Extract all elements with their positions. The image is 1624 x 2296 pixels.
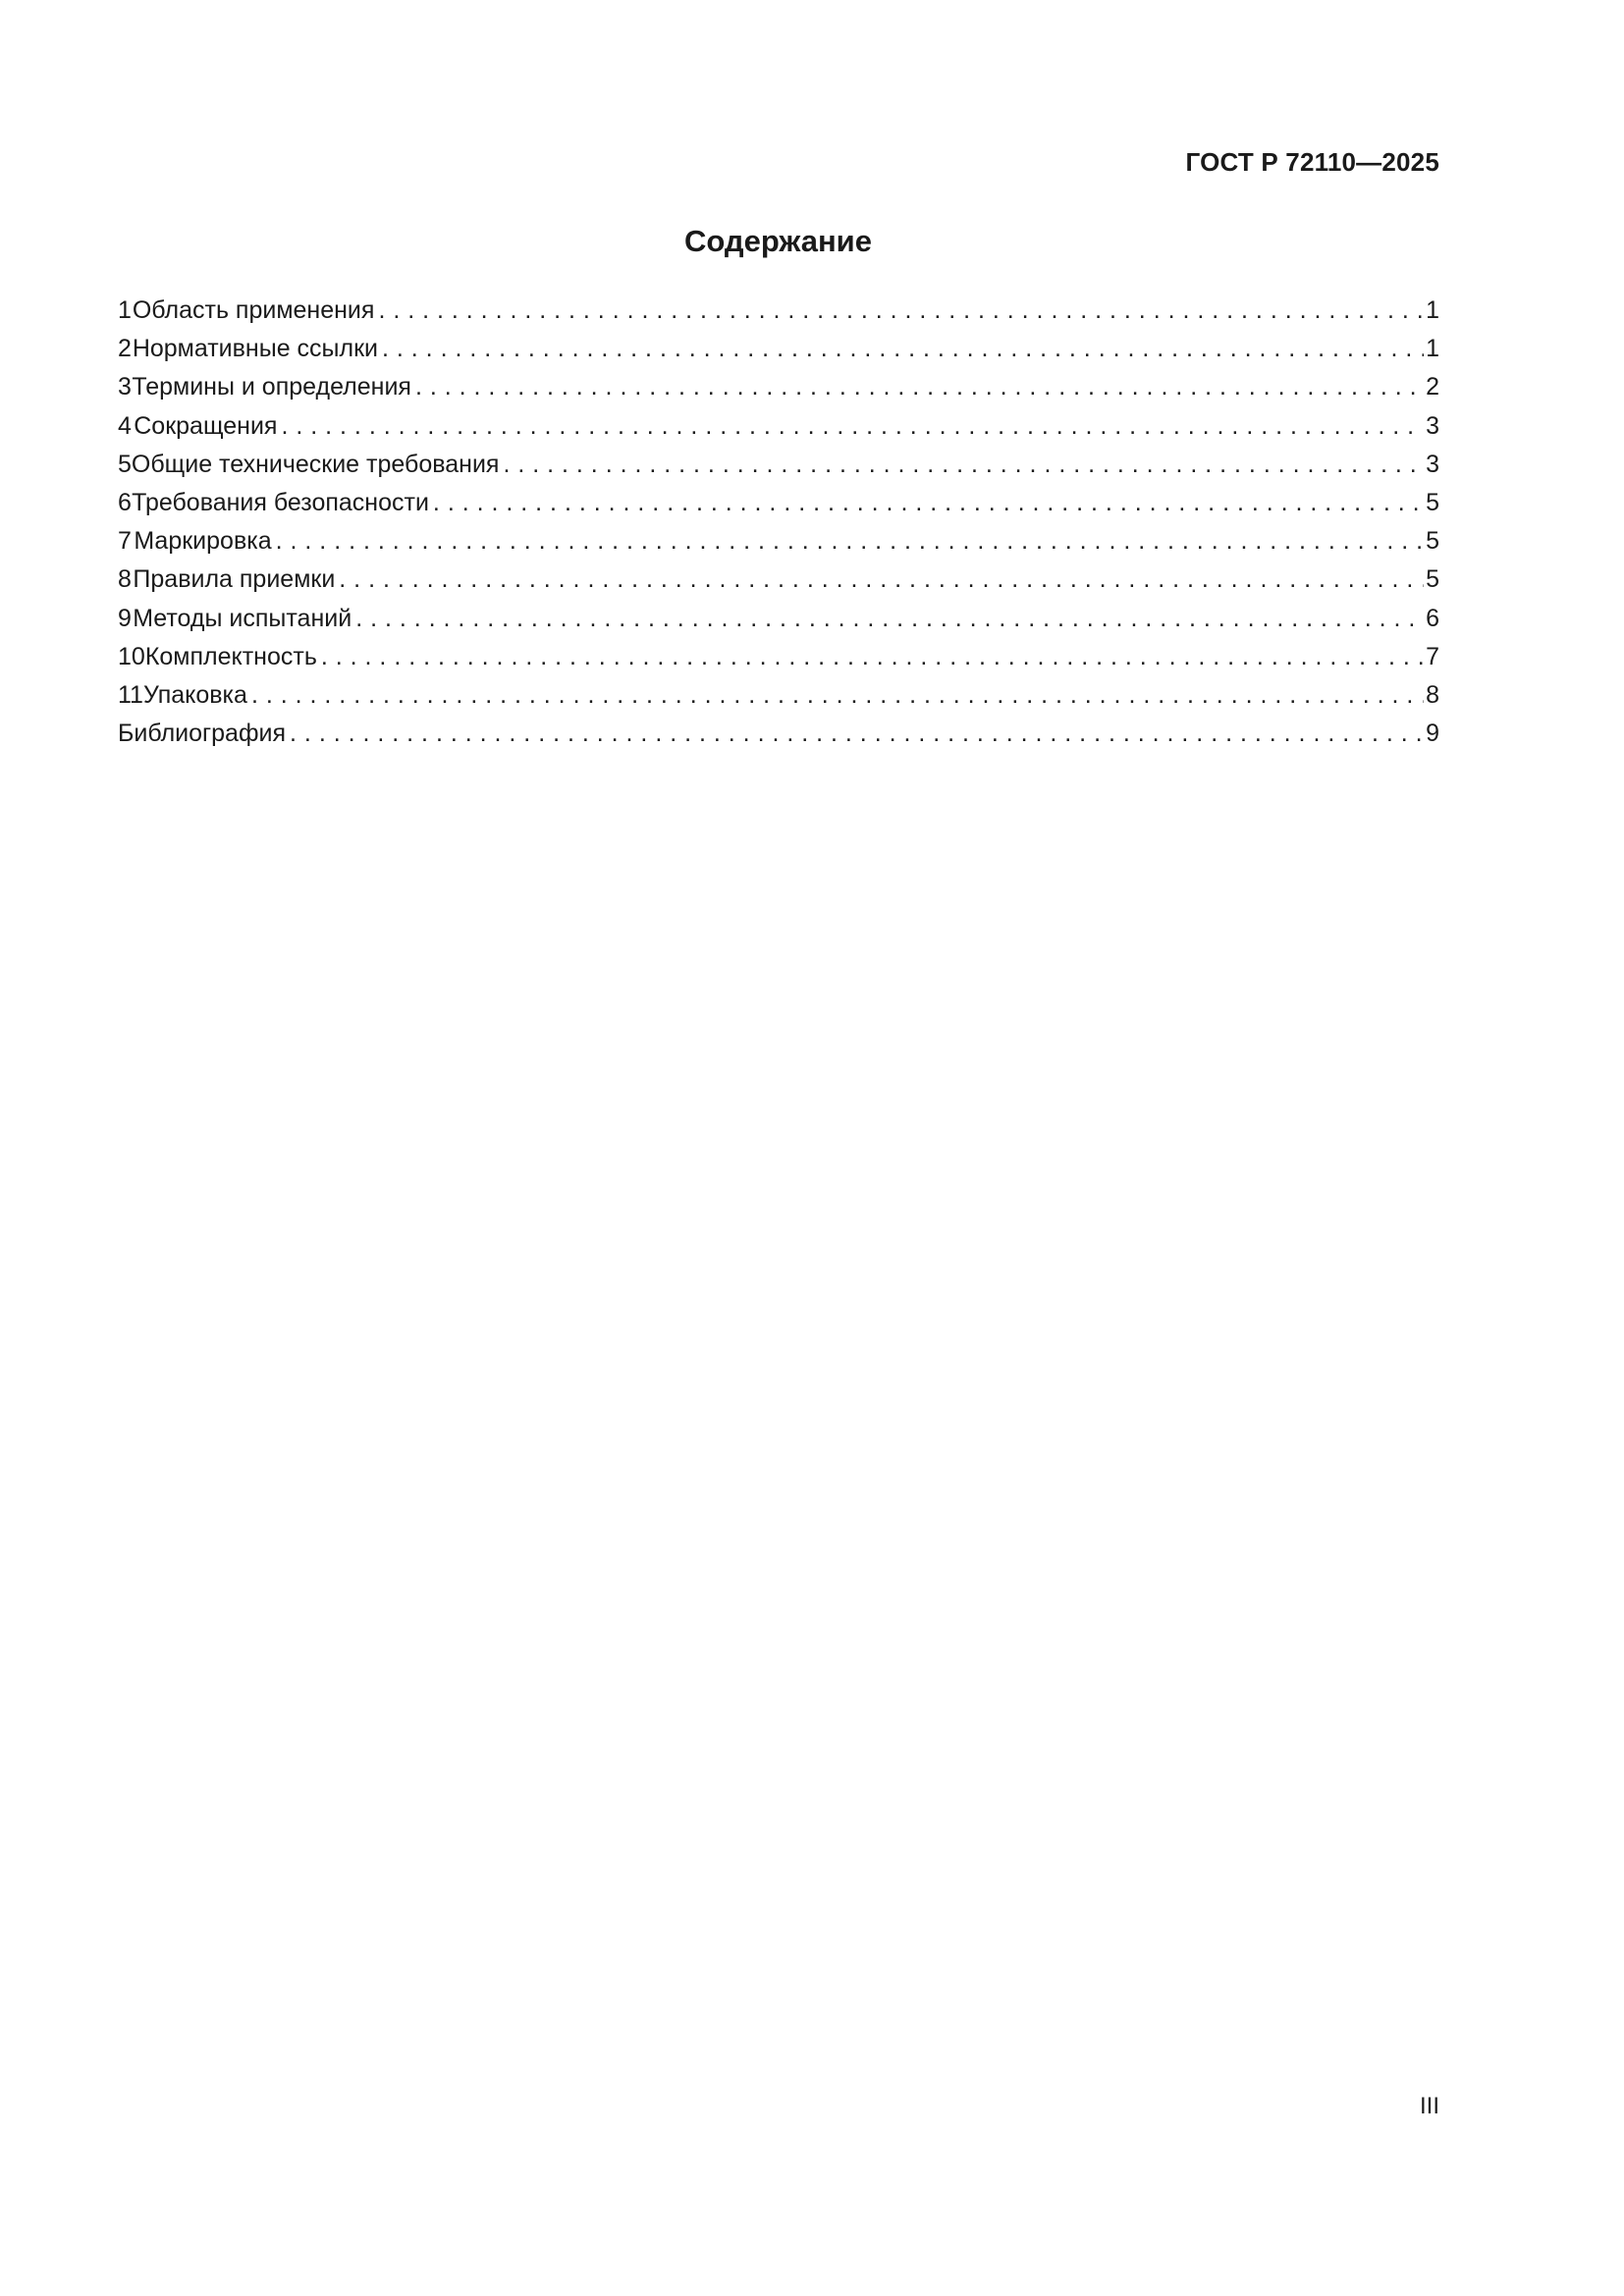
- toc-title: Содержание: [684, 224, 872, 258]
- toc-entry-label: Общие технические требования: [131, 450, 500, 478]
- toc-entry-label: Область применения: [132, 296, 375, 324]
- toc-entry-page: 3: [1426, 411, 1439, 440]
- toc-entry[interactable]: [118, 368, 1439, 406]
- toc-entry-label: Нормативные ссылки: [132, 335, 378, 363]
- toc-entry-page: 5: [1426, 488, 1439, 516]
- page-number: III: [1419, 2093, 1439, 2119]
- dot-leader: [382, 330, 1424, 368]
- toc-entry-page: 9: [1426, 720, 1439, 748]
- toc-entry[interactable]: [118, 484, 1439, 522]
- toc-entry[interactable]: [118, 330, 1439, 368]
- toc-entry[interactable]: [118, 715, 1439, 753]
- toc-entry[interactable]: [118, 407, 1439, 446]
- toc-entry-label: Правила приемки: [133, 565, 336, 594]
- toc-entry-label: Требования безопасности: [132, 488, 429, 516]
- toc-entry-label: Библиография: [118, 720, 287, 748]
- toc-entry-label: Термины и определения: [132, 373, 411, 401]
- toc-entry-number: 9: [118, 604, 132, 632]
- toc-entry-page: 5: [1426, 565, 1439, 594]
- toc-entry-label: Сокращения: [134, 411, 278, 440]
- toc-entry[interactable]: [118, 561, 1439, 599]
- toc-entry-page: 7: [1426, 642, 1439, 670]
- toc-entry-number: 3: [118, 373, 132, 401]
- toc-entry-label: Методы испытаний: [133, 604, 352, 632]
- toc-entry[interactable]: [118, 638, 1439, 676]
- document-code: ГОСТ Р 72110—2025: [1185, 147, 1439, 177]
- toc-entry-page: 2: [1426, 373, 1439, 401]
- toc-entry[interactable]: [118, 292, 1439, 330]
- toc-entry-label: Комплектность: [144, 642, 317, 670]
- toc-entry-number: 8: [118, 565, 132, 594]
- dot-leader: [355, 600, 1424, 638]
- dot-leader: [503, 446, 1424, 484]
- dot-leader: [433, 484, 1424, 522]
- dot-leader: [251, 676, 1424, 715]
- toc-entry-number: 1: [118, 296, 132, 324]
- dot-leader: [415, 368, 1424, 406]
- toc-entry[interactable]: [118, 600, 1439, 638]
- toc-entry[interactable]: [118, 446, 1439, 484]
- dot-leader: [281, 407, 1424, 446]
- toc-entry-page: 3: [1426, 450, 1439, 478]
- toc-entry-number: 2: [118, 335, 132, 363]
- toc-entry-number: 4: [118, 411, 132, 440]
- toc-entry-number: 11: [118, 680, 143, 709]
- dot-leader: [290, 715, 1424, 753]
- dot-leader: [276, 522, 1424, 561]
- toc-entry-page: 6: [1426, 604, 1439, 632]
- toc-entry[interactable]: [118, 676, 1439, 715]
- toc-entry[interactable]: [118, 522, 1439, 561]
- toc-entry-label: Маркировка: [134, 527, 272, 556]
- toc-entry-number: 6: [118, 488, 132, 516]
- toc-entry-page: 1: [1426, 335, 1439, 363]
- dot-leader: [339, 561, 1424, 599]
- toc-entry-label: Упаковка: [142, 680, 247, 709]
- toc-entry-page: 5: [1426, 527, 1439, 556]
- toc-entry-number: 10: [118, 642, 145, 670]
- toc-entry-number: 5: [118, 450, 132, 478]
- toc-entry-page: 8: [1426, 680, 1439, 709]
- toc-entry-page: 1: [1426, 296, 1439, 324]
- dot-leader: [321, 638, 1424, 676]
- table-of-contents: [118, 292, 1439, 753]
- dot-leader: [378, 292, 1424, 330]
- toc-entry-number: 7: [118, 527, 132, 556]
